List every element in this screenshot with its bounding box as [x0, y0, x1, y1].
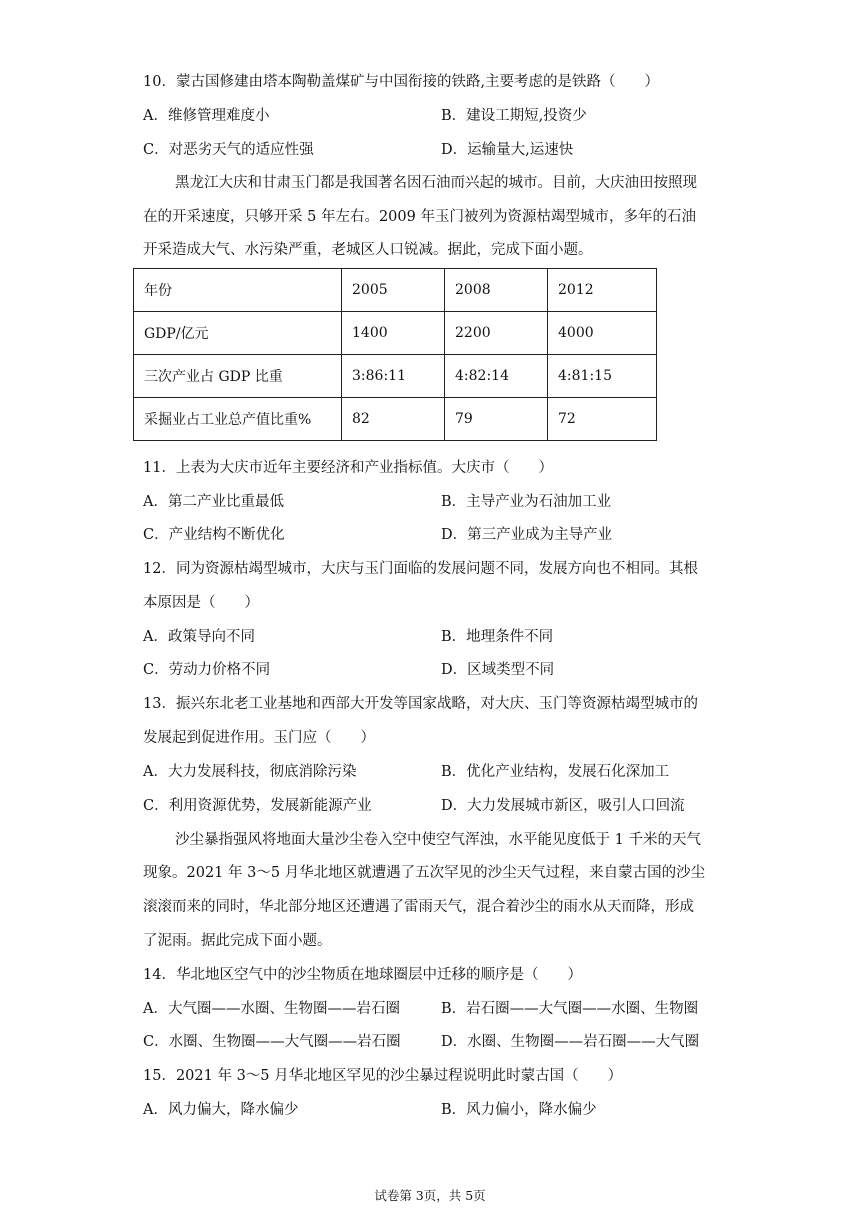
table-cell: 采掘业占工业总产值比重% — [134, 398, 342, 441]
q14-option-c: C．水圈、生物圈——大气圈——岩石圈 — [143, 1034, 401, 1050]
table-cell: 4:82:14 — [445, 355, 548, 398]
question-12-stem-line-1: 12．同为资源枯竭型城市，大庆与玉门面临的发展问题不同，发展方向也不相同。其根 — [143, 561, 698, 577]
table-cell: 年份 — [134, 269, 342, 312]
question-12-stem-line-2: 本原因是（ ） — [143, 595, 259, 611]
question-14-stem: 14．华北地区空气中的沙尘物质在地球圈层中迁移的顺序是（ ） — [143, 967, 582, 983]
table-cell: 4000 — [548, 312, 657, 355]
q10-option-a: A．维修管理难度小 — [143, 108, 270, 124]
question-11-stem: 11．上表为大庆市近年主要经济和产业指标值。大庆市（ ） — [143, 460, 553, 476]
table-cell: 3:86:11 — [342, 355, 445, 398]
q11-option-c: C．产业结构不断优化 — [143, 527, 285, 543]
table-cell: 2008 — [445, 269, 548, 312]
q14-option-b: B．岩石圈——大气圈——水圈、生物圈 — [441, 1001, 699, 1017]
question-13-stem-line-1: 13．振兴东北老工业基地和西部大开发等国家战略，对大庆、玉门等资源枯竭型城市的 — [143, 696, 698, 712]
q15-option-b: B．风力偏小，降水偏少 — [441, 1102, 597, 1118]
q11-option-a: A．第二产业比重最低 — [143, 494, 284, 510]
passage-1-line-3: 开采造成大气、水污染严重，老城区人口锐减。据此，完成下面小题。 — [143, 242, 593, 258]
q11-option-b: B．主导产业为石油加工业 — [441, 494, 612, 510]
table-cell: 2012 — [548, 269, 657, 312]
q10-option-d: D．运输量大,运速快 — [441, 142, 574, 158]
daqing-indicator-table — [133, 268, 657, 441]
table-cell: 三次产业占 GDP 比重 — [134, 355, 342, 398]
passage-1-line-2: 在的开采速度，只够开采 5 年左右。2009 年玉门被列为资源枯竭型城市，多年的石油 — [143, 209, 696, 225]
table-row — [134, 269, 657, 312]
q14-option-a: A．大气圈——水圈、生物圈——岩石圈 — [143, 1001, 400, 1017]
q14-option-d: D．水圈、生物圈——岩石圈——大气圈 — [441, 1034, 700, 1050]
q11-option-d: D．第三产业成为主导产业 — [441, 527, 613, 543]
table-cell: 72 — [548, 398, 657, 441]
table-cell: 2005 — [342, 269, 445, 312]
table-row — [134, 398, 657, 441]
q12-option-c: C．劳动力价格不同 — [143, 662, 271, 678]
q13-option-d: D．大力发展城市新区，吸引人口回流 — [441, 798, 685, 814]
q10-option-c: C．对恶劣天气的适应性强 — [143, 142, 314, 158]
table-row — [134, 312, 657, 355]
question-15-stem: 15．2021 年 3～5 月华北地区罕见的沙尘暴过程说明此时蒙古国（ ） — [143, 1068, 623, 1084]
question-10-stem: 10．蒙古国修建由塔本陶勒盖煤矿与中国衔接的铁路,主要考虑的是铁路（ ） — [143, 74, 660, 90]
question-13-stem-line-2: 发展起到促进作用。玉门应（ ） — [143, 730, 375, 746]
q15-option-a: A．风力偏大，降水偏少 — [143, 1102, 299, 1118]
passage-2-line-2: 现象。2021 年 3～5 月华北地区就遭遇了五次罕见的沙尘天气过程，来自蒙古国的沙尘 — [143, 865, 706, 881]
q13-option-c: C．利用资源优势，发展新能源产业 — [143, 798, 372, 814]
passage-2-line-1: 沙尘暴指强风将地面大量沙尘卷入空中使空气浑浊，水平能见度低于 1 千米的天气 — [175, 832, 701, 848]
q12-option-a: A．政策导向不同 — [143, 629, 255, 645]
table-cell: 79 — [445, 398, 548, 441]
table-row — [134, 355, 657, 398]
q10-option-b: B．建设工期短,投资少 — [441, 108, 587, 124]
q13-option-a: A．大力发展科技，彻底消除污染 — [143, 764, 357, 780]
table-cell: 1400 — [342, 312, 445, 355]
table-cell: 4:81:15 — [548, 355, 657, 398]
page-footer: 试卷第 3页，共 5页 — [374, 1188, 486, 1203]
q12-option-b: B．地理条件不同 — [441, 629, 554, 645]
q12-option-d: D．区域类型不同 — [441, 662, 555, 678]
passage-2-line-3: 滚滚而来的同时，华北部分地区还遭遇了雷雨天气，混合着沙尘的雨水从天而降，形成 — [143, 899, 694, 915]
passage-1-line-1: 黑龙江大庆和甘肃玉门都是我国著名因石油而兴起的城市。目前，大庆油田按照现 — [175, 175, 697, 191]
table-cell: 82 — [342, 398, 445, 441]
passage-2-line-4: 了泥雨。据此完成下面小题。 — [143, 933, 332, 949]
table-cell: 2200 — [445, 312, 548, 355]
table-cell: GDP/亿元 — [134, 312, 342, 355]
q13-option-b: B．优化产业结构，发展石化深加工 — [441, 764, 670, 780]
